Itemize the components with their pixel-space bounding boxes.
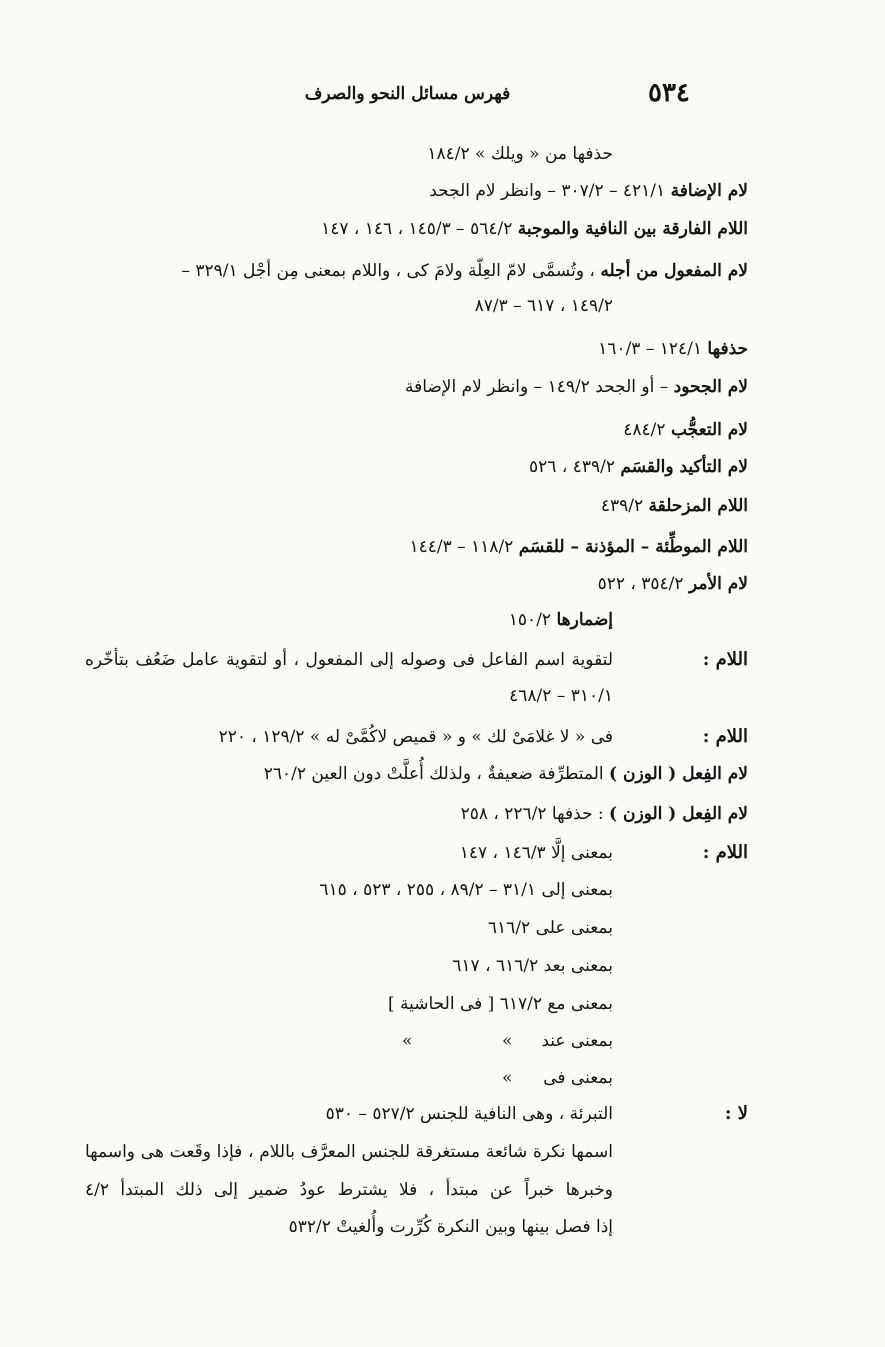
index-line: لام الفِعل ( الوزن ) المتطرِّفة ضعيفةٌ ، ولذلك أُعلَّتْ دون العين ٢٦٠/٢ xyxy=(263,764,748,784)
index-line: ١٤٩/٢ ، ٦١٧ – ٨٧/٣ xyxy=(474,296,613,316)
index-line: بمعنى إلَّا ١٤٦/٣ ، ١٤٧ xyxy=(459,843,613,863)
index-line: بمعنى إلى ٣١/١ – ٨٩/٢ ، ٢٥٥ ، ٥٢٣ ، ٦١٥ xyxy=(319,880,613,900)
index-line: ٣١٠/١ – ٤٦٨/٢ xyxy=(509,686,613,706)
index-line: بمعنى مع ٦١٧/٢ [ فى الحاشية ] xyxy=(387,994,613,1014)
running-title: فهرس مسائل النحو والصرف xyxy=(304,84,511,104)
entry-label: اللام : xyxy=(702,649,748,670)
index-line: اللام الموطِّئة – المؤذنة – للقسَم ١١٨/٢ – ١٤٤/٣ xyxy=(409,537,748,557)
index-line: لام التأكيد والقسَم ٤٣٩/٢ ، ٥٢٦ xyxy=(529,457,748,477)
index-line: إضمارها ١٥٠/٢ xyxy=(508,610,613,630)
index-line: لام المفعول من أجله ، وتُسمَّى لامّ العِلّة ولامَ كى ، واللام بمعنى مِن أجْل ٣٢٩/١ – xyxy=(181,261,748,281)
ditto-mark: » xyxy=(402,1031,413,1051)
index-line: التبرئة ، وهى النافية للجنس ٥٢٧/٢ – ٥٣٠ xyxy=(325,1104,613,1124)
ditto-mark: » xyxy=(502,1068,513,1088)
index-line: اللام المزحلقة ٤٣٩/٢ xyxy=(600,496,748,516)
index-line: بمعنى بعد ٦١٦/٢ ، ٦١٧ xyxy=(452,956,613,976)
index-line: لام الجحود – أو الجحد ١٤٩/٢ – وانظر لام الإضافة xyxy=(404,377,748,397)
index-line: وخبرها خبراً عن مبتدأ ، فلا يشترط عودُ ضمير إلى ذلك المبتدأ ٤/٢ xyxy=(85,1180,613,1200)
index-line: بمعنى عند xyxy=(541,1031,613,1051)
index-line: فى « لا غلامَىْ لك » و « قميص لاكُمَّىْ له » ١٢٩/٢ ، ٢٢٠ xyxy=(218,727,613,747)
index-line: اسمها نكرة شائعة مستغرقة للجنس المعرَّف باللام ، فإذا وقَعت هى واسمها xyxy=(85,1142,613,1162)
index-line: بمعنى فى xyxy=(543,1068,613,1088)
index-line: بمعنى على ٦١٦/٢ xyxy=(487,918,613,938)
index-line: لتقوية اسم الفاعل فى وصوله إلى المفعول ، أو لتقوية عامل ضَعُف بتأخّره xyxy=(85,650,613,670)
index-line: لام التعجُّب ٤٨٤/٢ xyxy=(623,420,748,440)
entry-label: اللام : xyxy=(702,726,748,747)
ditto-mark: » xyxy=(502,1031,513,1051)
index-line: لام الأمر ٣٥٤/٢ ، ٥٢٢ xyxy=(597,574,748,594)
entry-label: اللام : xyxy=(702,842,748,863)
index-line: حذفها ١٢٤/١ – ١٦٠/٣ xyxy=(598,339,748,359)
page-number: ٥٣٤ xyxy=(648,78,690,108)
index-line: إذا فصل بينها وبين النكرة كُرِّرت وأُلغيتْ ٥٣٢/٢ xyxy=(288,1217,613,1237)
index-line: اللام الفارقة بين النافية والموجبة ٥٦٤/٢ – ١٤٥/٣ ، ١٤٦ ، ١٤٧ xyxy=(321,219,748,239)
index-line: حذفها من « ويلك » ١٨٤/٢ xyxy=(427,144,613,164)
index-line: لام الإضافة ٤٢١/١ – ٣٠٧/٢ – وانظر لام الجحد xyxy=(429,181,748,201)
index-line: لام الفِعل ( الوزن ) : حذفها ٢٢٦/٢ ، ٢٥٨ xyxy=(460,804,748,824)
entry-label: لا : xyxy=(724,1103,748,1124)
page-header xyxy=(0,78,885,108)
